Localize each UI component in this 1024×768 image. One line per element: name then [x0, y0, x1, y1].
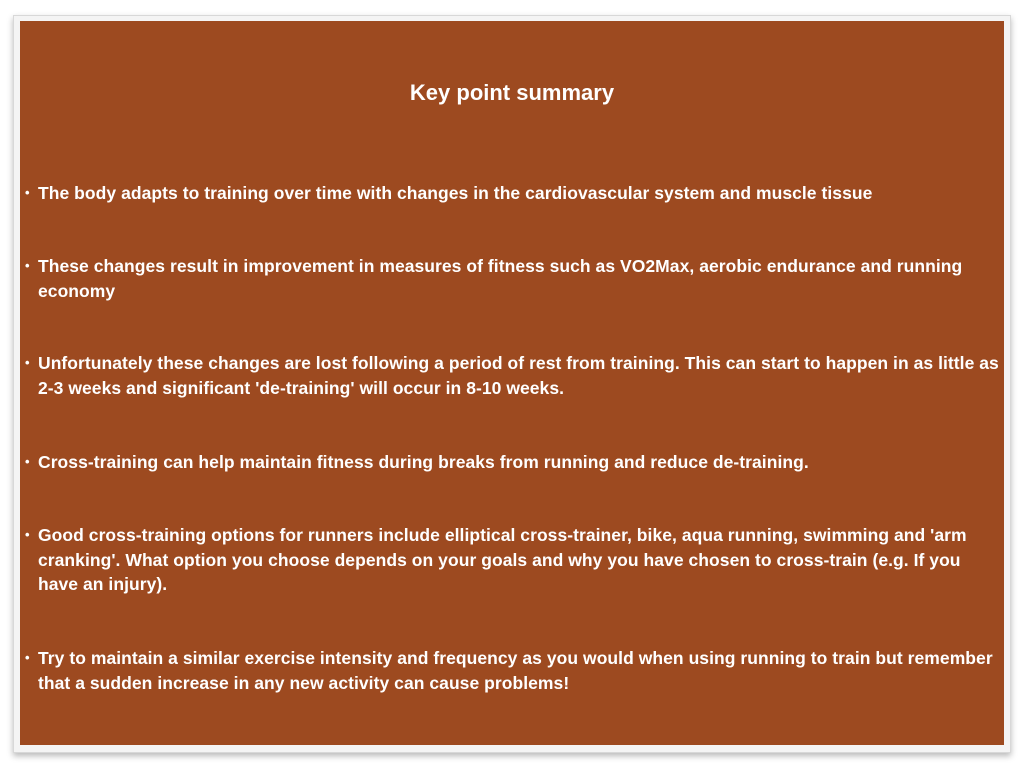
slide — [20, 21, 1004, 745]
bullet-dot-icon: • — [25, 527, 30, 542]
bullet-text: The body adapts to training over time with changes in the cardiovascular system and muscle tissue — [38, 183, 873, 203]
bullet-dot-icon: • — [25, 650, 30, 665]
bullet-item — [20, 450, 1004, 475]
bullet-text: These changes result in improvement in measures of fitness such as VO2Max, aerobic endurance and running economy — [38, 256, 963, 301]
bullet-item — [20, 523, 1004, 597]
bullet-text: Try to maintain a similar exercise intensity and frequency as you would when using running to train but remember that a sudden increase in any new activity can cause problems! — [38, 648, 993, 693]
bullet-item — [20, 351, 1004, 400]
bullet-text: Unfortunately these changes are lost following a period of rest from training. This can start to happen in as little as 2-3 weeks and significant 'de-training' will occur in 8-10 weeks. — [38, 353, 999, 398]
bullet-item — [20, 254, 1004, 303]
bullet-text: Cross-training can help maintain fitness during breaks from running and reduce de-training. — [38, 452, 809, 472]
bullet-dot-icon: • — [25, 185, 30, 200]
bullet-text: Good cross-training options for runners include elliptical cross-trainer, bike, aqua running, swimming and 'arm cranking'. What option you choose depends on your goals and why you have chosen to cross-train (e.g. If you have an injury). — [38, 525, 967, 594]
bullet-dot-icon: • — [25, 454, 30, 469]
slide-title: Key point summary — [409, 80, 615, 105]
bullet-dot-icon: • — [25, 355, 30, 370]
bullet-item — [20, 181, 1004, 206]
bullet-item — [20, 646, 1004, 695]
bullet-dot-icon: • — [25, 258, 30, 273]
